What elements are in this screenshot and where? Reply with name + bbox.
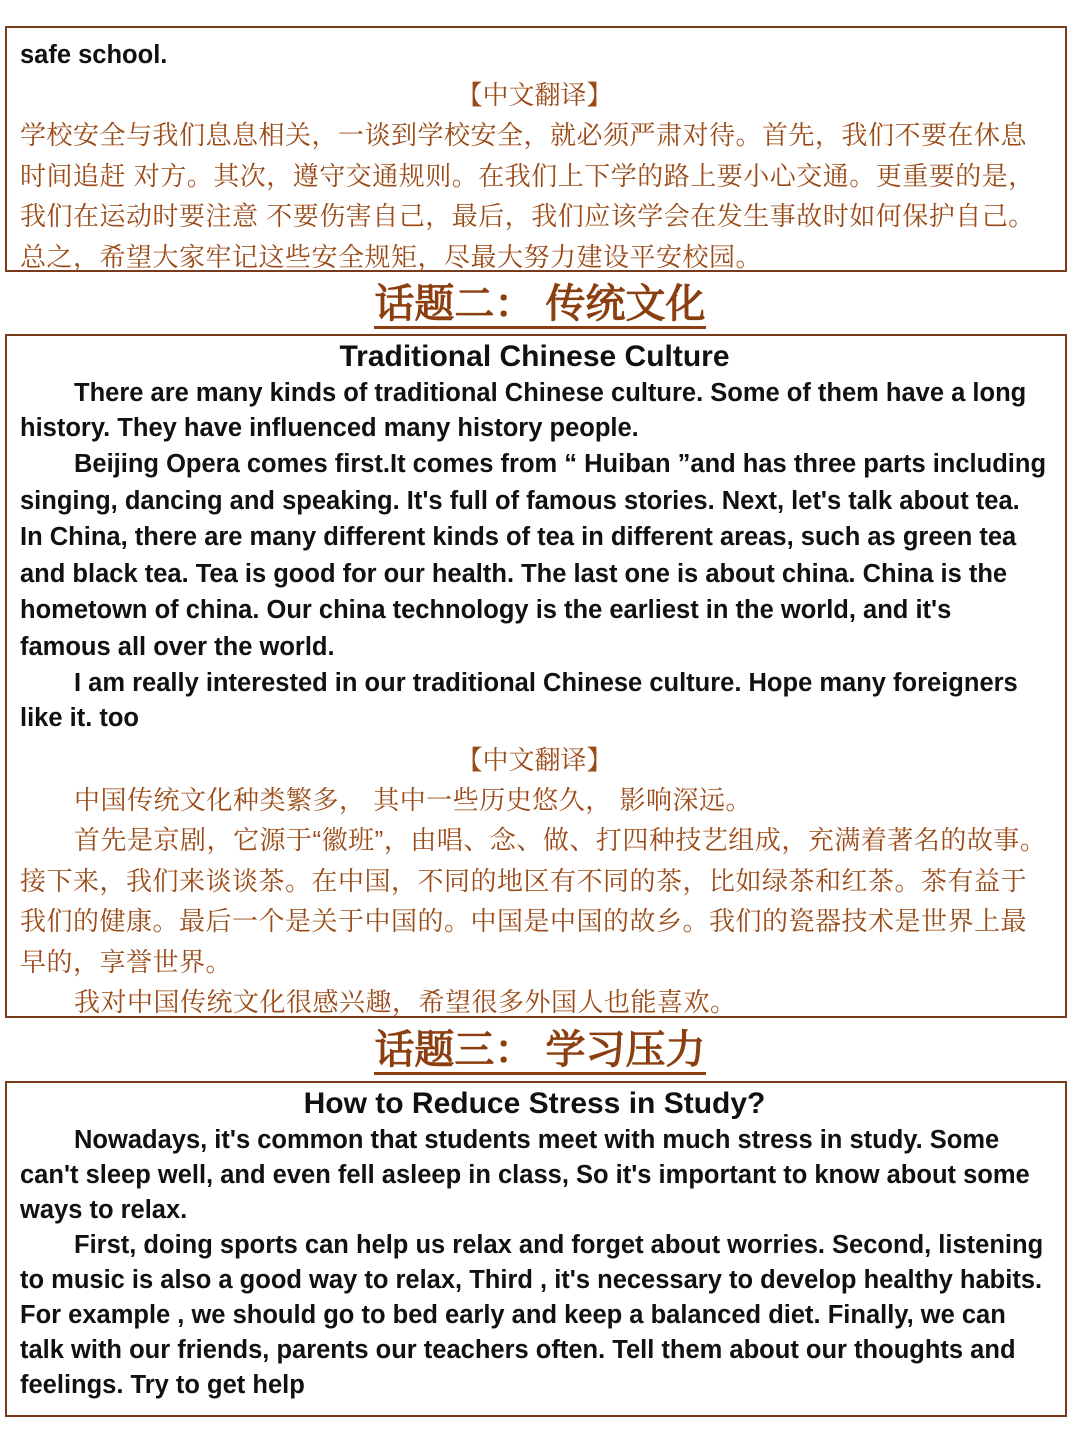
section-2-paragraph-3: I am really interested in our traditional Chinese culture. Hope many foreigners like it. too	[20, 668, 1018, 732]
topic-3-title: 话题三： 学习压力	[374, 1028, 705, 1075]
section-3-title: How to Reduce Stress in Study?	[303, 1087, 766, 1120]
section-2-title: Traditional Chinese Culture	[339, 340, 730, 373]
section-3-paragraph-2: First, doing sports can help us relax and forget about worries. Second, listening to music is also a good way to relax, Third , it's necessary to develop healthy habits. For example , we should go to bed early and keep a balanced diet. Finally, we can talk with our friends, parents our teachers often. Tell them about our thoughts and feelings. Try to get help	[20, 1231, 1044, 1399]
section-2-translation-paragraph-2: 首先是京剧，它源于“徽班”，由唱、念、做、打四种技艺组成，充满着著名的故事。接下来，我们来谈谈茶。在中国，不同的地区有不同的茶，比如绿茶和红茶。茶有益于我们的健康。最后一个是关于中国的。中国是中国的故乡。我们的瓷器技术是世界上最早的，享誉世界。	[20, 825, 1047, 977]
topic-3-heading	[0, 1026, 1080, 1074]
section-1-translation-text: 学校安全与我们息息相关，一谈到学校安全，就必须严肃对待。首先，我们不要在休息时间追赶 对方。其次，遵守交通规则。在我们上下学的路上要小心交通。更重要的是，我们在运动时要注意 不要伤害自己，最后，我们应该学会在发生事故时如何保护自己。总之，希望大家牢记这些安全规矩，尽最大努力建设平安校园。	[20, 120, 1035, 272]
section-3-paragraph-1: Nowadays, it's common that students meet with much stress in study. Some can't sleep well, and even fell asleep in class, So it's important to know about some ways to relax.	[20, 1126, 1030, 1224]
section-2-box	[5, 334, 1067, 1018]
topic-2-title: 话题二： 传统文化	[374, 282, 705, 329]
section-2-paragraph-1: There are many kinds of traditional Chinese culture. Some of them have a long history. They have influenced many history people.	[20, 379, 1027, 442]
topic-2-heading	[0, 280, 1080, 328]
section-3-box	[5, 1081, 1067, 1417]
section-2-translation-heading: 【中文翻译】	[456, 744, 613, 775]
section-2-paragraph-2: Beijing Opera comes first.It comes from “ Huiban ”and has three parts including singing, dancing and speaking. It's full of famous stories. Next, let's talk about tea. In China, there are many different kinds of tea in different areas, such as green tea and black tea. Tea is good for our health. The last one is about china. China is the hometown of china. Our china technology is the earliest in the world, and it's famous all over the world.	[20, 450, 1047, 661]
section-1-box	[5, 26, 1067, 272]
section-2-translation-paragraph-1: 中国传统文化种类繁多， 其中一些历史悠久， 影响深远。	[74, 784, 752, 815]
section-1-translation-heading: 【中文翻译】	[456, 80, 613, 110]
section-1-english-tail: safe school.	[20, 41, 168, 69]
section-2-translation-paragraph-3: 我对中国传统文化很感兴趣，希望很多外国人也能喜欢。	[74, 987, 737, 1018]
